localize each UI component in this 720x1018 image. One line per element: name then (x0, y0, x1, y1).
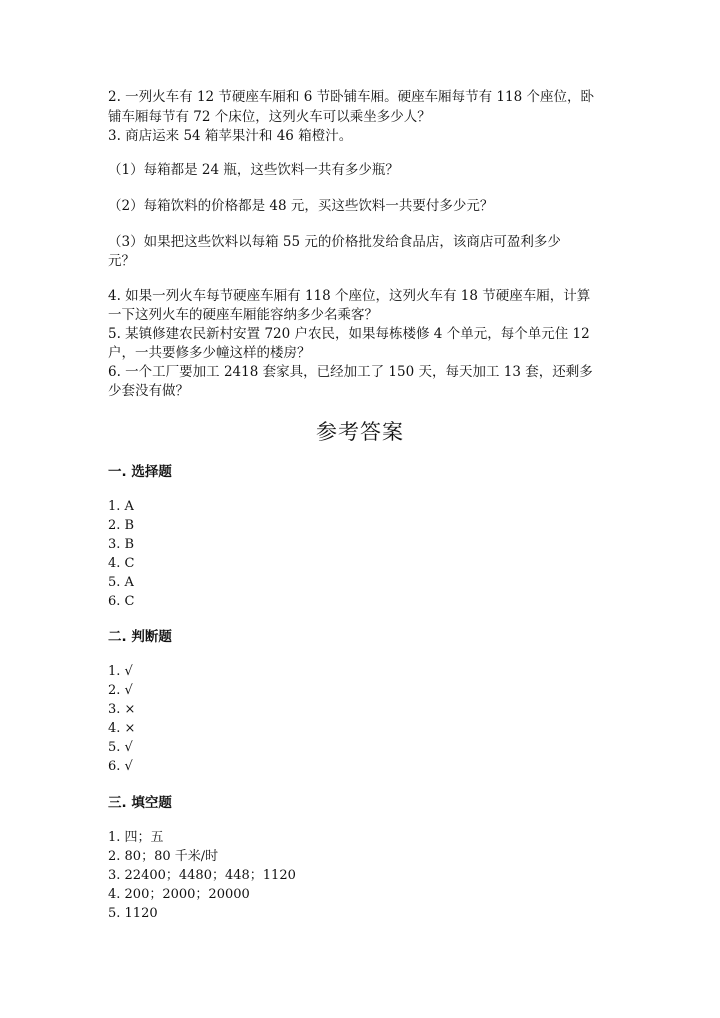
answer-item: 1. A (108, 499, 134, 514)
answer-item: 1. √ (108, 664, 133, 679)
question-4-line-2: 一下这列火车的硬座车厢能容纳多少名乘客？ (108, 307, 378, 323)
answer-item: 2. 80；80 千米/时 (108, 849, 219, 864)
answer-item: 5. √ (108, 740, 133, 755)
question-3-part-3-line-1: （3）如果把这些饮料以每箱 55 元的价格批发给食品店，该商店可盈利多少 (108, 234, 561, 250)
answer-item: 2. √ (108, 683, 133, 698)
question-5-line-2: 户，一共要修多少幢这样的楼房？ (108, 345, 311, 361)
section-heading-judgement: 二. 判断题 (108, 629, 172, 645)
question-3: 3. 商店运来 54 箱苹果汁和 46 箱橙汁。 (108, 128, 353, 144)
question-6-line-2: 少套没有做？ (108, 383, 189, 399)
answer-item: 3. × (108, 702, 136, 717)
answer-item: 5. A (108, 575, 134, 590)
answer-item: 4. 200；2000；20000 (108, 887, 250, 902)
answer-item: 6. √ (108, 759, 133, 774)
answer-item: 3. 22400；4480；448；1120 (108, 868, 296, 883)
answer-item: 5. 1120 (108, 906, 158, 921)
answer-item: 3. B (108, 537, 135, 552)
question-4-line-1: 4. 如果一列火车每节硬座车厢有 118 个座位，这列火车有 18 节硬座车厢，计算 (108, 288, 591, 304)
question-6-line-1: 6. 一个工厂要加工 2418 套家具，已经加工了 150 天，每天加工 13 套，还剩多 (108, 364, 593, 380)
question-3-part-1: （1）每箱都是 24 瓶，这些饮料一共有多少瓶？ (108, 162, 399, 178)
question-3-part-2: （2）每箱饮料的价格都是 48 元，买这些饮料一共要付多少元？ (108, 198, 494, 214)
answer-item: 4. × (108, 721, 136, 736)
answers-title: 参考答案 (316, 420, 404, 444)
question-3-part-3-line-2: 元？ (108, 253, 135, 269)
question-5-line-1: 5. 某镇修建农民新村安置 720 户农民，如果每栋楼修 4 个单元，每个单元住 12 (108, 326, 590, 342)
answer-item: 6. C (108, 594, 135, 609)
section-heading-fill-blank: 三. 填空题 (108, 795, 172, 811)
answer-item: 2. B (108, 518, 135, 533)
answer-item: 4. C (108, 556, 135, 571)
section-heading-choice: 一. 选择题 (108, 464, 172, 480)
answer-item: 1. 四；五 (108, 830, 164, 845)
question-2-line-1: 2. 一列火车有 12 节硬座车厢和 6 节卧铺车厢。硬座车厢每节有 118 个座位，卧 (108, 89, 594, 105)
question-2-line-2: 铺车厢每节有 72 个床位，这列火车可以乘坐多少人？ (108, 109, 431, 125)
